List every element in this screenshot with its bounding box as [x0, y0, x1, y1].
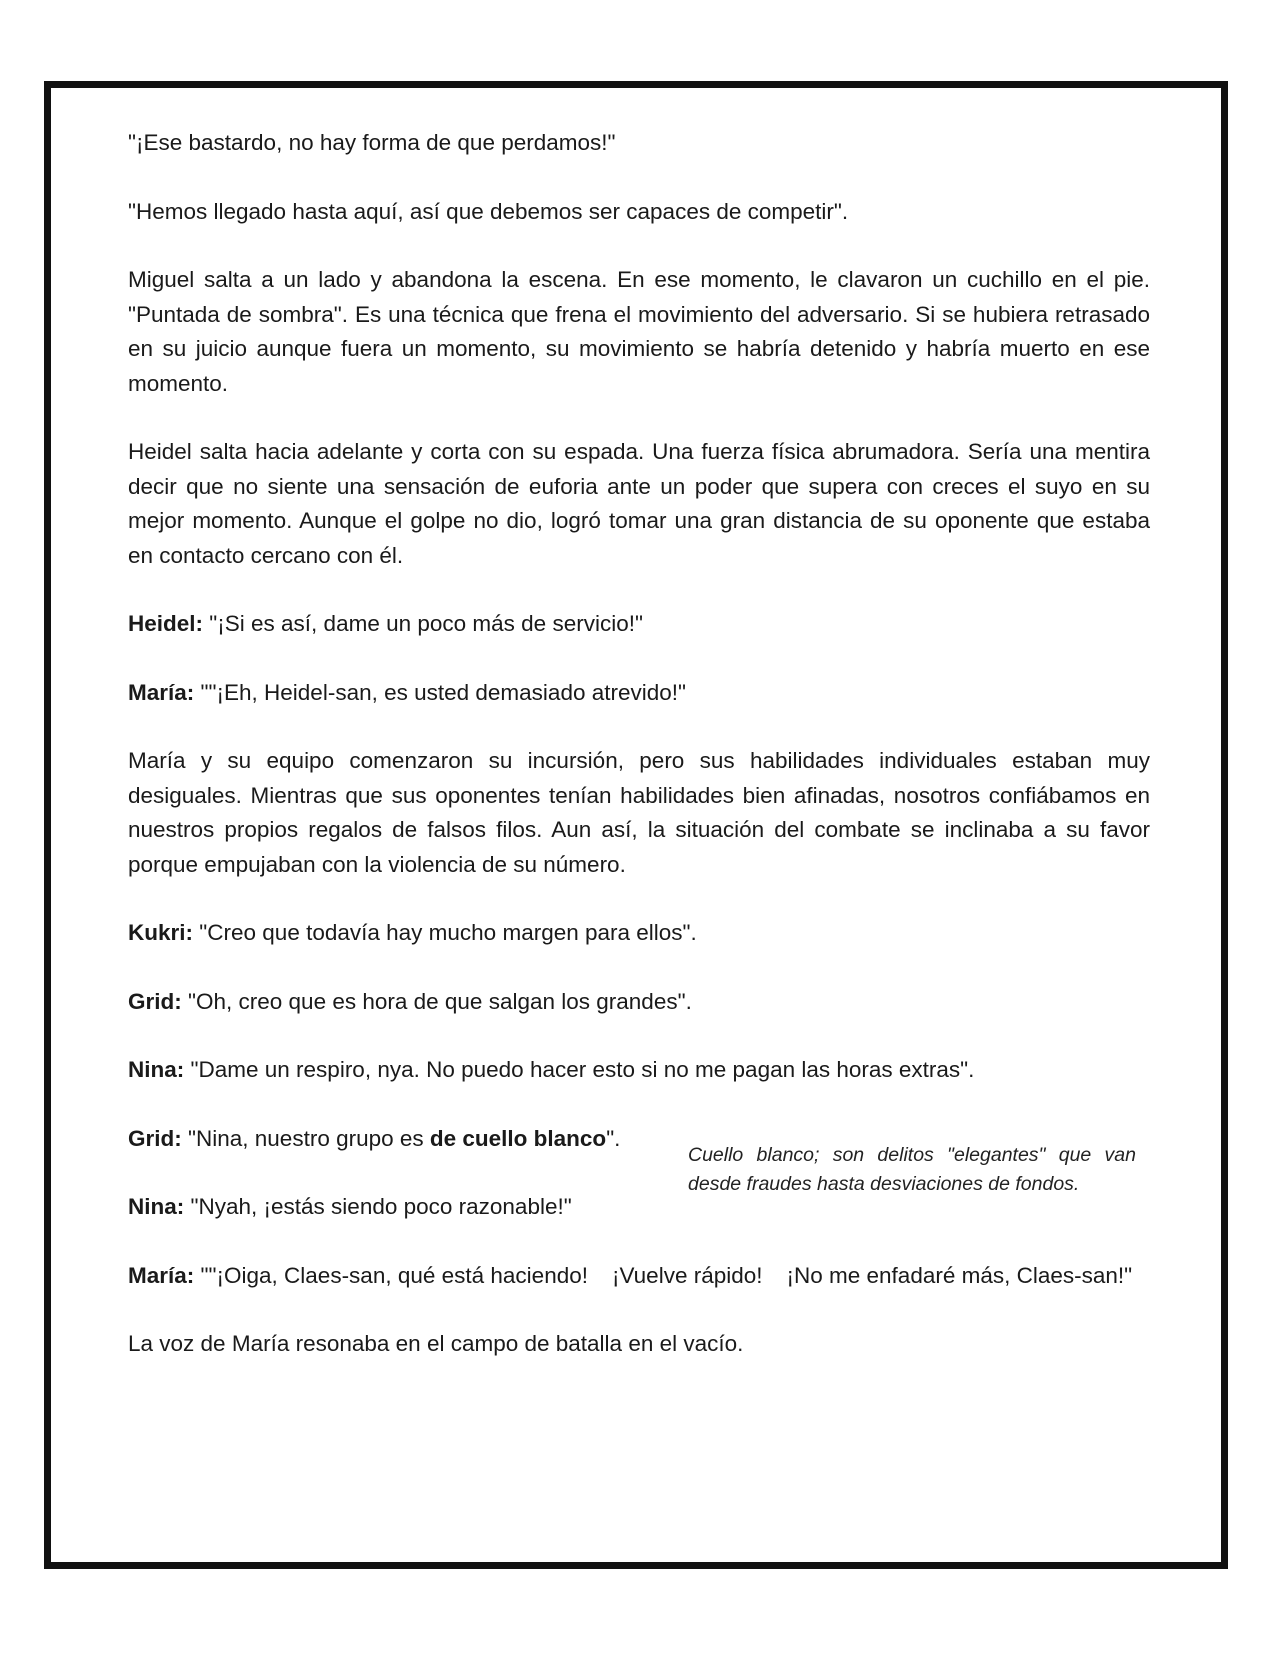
speaker-name: Nina:: [128, 1194, 185, 1219]
paragraph-text: Heidel salta hacia adelante y corta con su espada. Una fuerza física abrumadora. Sería una mentira decir que no siente una sensación de euforia ante un poder que supera con creces el suyo en su mejor momento. Aunque el golpe no dio, logró tomar una gran distancia de su oponente que estaba en contacto cercano con él.: [128, 439, 1150, 568]
speaker-name: María:: [128, 1262, 195, 1288]
paragraph-1: [128, 126, 1150, 161]
dialogue-text: "Oh, creo que es hora de que salgan los grandes".: [188, 988, 692, 1014]
dialogue-kukri: [128, 916, 1150, 951]
dialogue-text-end: ".: [606, 1125, 621, 1151]
dialogue-nina-1: [128, 1053, 1150, 1088]
paragraph-text: Miguel salta a un lado y abandona la escena. En ese momento, le clavaron un cuchillo en el pie. "Puntada de sombra". Es una técnica que frena el movimiento del adversario. Si se hubiera retrasado en su juicio aunque fuera un momento, su movimiento se habría detenido y habría muerto en ese momento.: [128, 267, 1150, 396]
dialogue-text: "Creo que todavía hay mucho margen para ellos".: [199, 920, 697, 945]
dialogue-part-1: ""¡Oiga, Claes-san, qué está haciendo!: [200, 1262, 588, 1288]
dialogue-heidel: [128, 607, 1150, 642]
dialogue-text: "Dame un respiro, nya. No puedo hacer esto si no me pagan las horas extras".: [190, 1057, 975, 1082]
paragraph-text: "¡Ese bastardo, no hay forma de que perdamos!": [128, 130, 616, 155]
paragraph-text: María y su equipo comenzaron su incursión, pero sus habilidades individuales estaban muy desiguales. Mientras que sus oponentes tenían habilidades bien afinadas, nosotros confiábamos en nuestros propios regalos de falsos filos. Aun así, la situación del combate se inclinaba a su favor porque empujaban con la violencia de su número.: [128, 748, 1150, 877]
paragraph-3: [128, 263, 1150, 401]
speaker-name: Kukri:: [128, 920, 194, 945]
speaker-name: María:: [128, 679, 195, 705]
speaker-name: Grid:: [128, 988, 182, 1014]
speaker-name: Nina:: [128, 1057, 185, 1082]
dialogue-text: ""¡Eh, Heidel-san, es usted demasiado atrevido!": [200, 679, 687, 705]
document-body: [128, 126, 1150, 1396]
dialogue-part-2: ¡Vuelve rápido!: [612, 1262, 763, 1288]
paragraph-7: [128, 744, 1150, 882]
speaker-name: Grid:: [128, 1125, 182, 1151]
dialogue-text: "Nina, nuestro grupo es: [188, 1125, 430, 1151]
dialogue-maria-1: [128, 676, 1150, 711]
paragraph-text: "Hemos llegado hasta aquí, así que debemos ser capaces de competir".: [128, 198, 849, 224]
footnote-note: Cuello blanco; son delitos "elegantes" que van desde fraudes hasta desviaciones de fondos.: [688, 1144, 1136, 1195]
paragraph-text: La voz de María resonaba en el campo de batalla en el vacío.: [128, 1331, 744, 1356]
dialogue-text: "Nyah, ¡estás siendo poco razonable!": [190, 1194, 572, 1219]
dialogue-emphasis: de cuello blanco: [429, 1125, 607, 1151]
paragraph-4: [128, 435, 1150, 573]
paragraph-final: [128, 1327, 1150, 1362]
dialogue-maria-2: [128, 1259, 1150, 1294]
dialogue-grid-1: [128, 985, 1150, 1020]
dialogue-text: "¡Si es así, dame un poco más de servicio!": [209, 611, 643, 636]
speaker-name: Heidel:: [128, 611, 204, 636]
dialogue-part-3: ¡No me enfadaré más, Claes-san!": [786, 1262, 1133, 1288]
paragraph-2: [128, 195, 1150, 230]
